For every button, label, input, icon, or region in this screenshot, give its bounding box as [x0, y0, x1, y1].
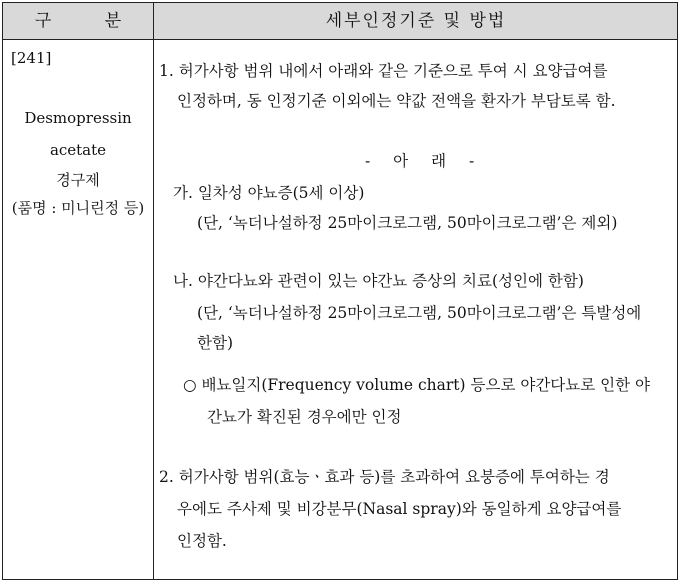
column-divider: [153, 3, 154, 579]
category-cell: [3, 41, 153, 579]
criteria-cell: [155, 41, 677, 579]
item-na-line1: 나. 야간다뇨와 관련이 있는 야간뇨 증상의 치료(성인에 한함): [173, 272, 584, 290]
item2-line2: 우에도 주사제 및 비강분무(Nasal spray)와 동일하게 요양급여를: [177, 500, 622, 518]
item1-line2: 인정하며, 동 인정기준 이외에는 약값 전액을 환자가 부담토록 함.: [177, 92, 616, 110]
item-ga-line1: 가. 일차성 야뇨증(5세 이상): [173, 184, 365, 202]
drug-code: [241]: [11, 49, 52, 67]
drug-brand: (품명 : 미니린정 등): [11, 199, 145, 217]
criteria-table: [2, 2, 678, 580]
below-title: - 아 래 -: [365, 152, 475, 170]
drug-name-line1: Desmopressin: [24, 109, 132, 127]
table-header-row: [3, 3, 677, 40]
item-na-line2: (단, ‘녹더나설하정 25마이크로그램, 50마이크로그램’은 특발성에: [197, 304, 642, 322]
header-category: 구 분: [34, 11, 146, 31]
header-criteria: 세부인정기준 및 방법: [325, 11, 507, 31]
bullet-line2: 간뇨가 확진된 경우에만 인정: [207, 408, 402, 426]
bullet-line1: ○ 배뇨일지(Frequency volume chart) 등으로 야간다뇨로 인한 야: [183, 376, 650, 394]
drug-form: 경구제: [56, 171, 100, 189]
item-na-line3: 한함): [197, 334, 233, 352]
item-ga-line2: (단, ‘녹더나설하정 25마이크로그램, 50마이크로그램’은 제외): [197, 214, 618, 232]
item2-line1: 2. 허가사항 범위(효능ㆍ효과 등)를 초과하여 요붕증에 투여하는 경: [159, 468, 610, 486]
item2-line3: 인정함.: [177, 532, 227, 550]
item1-line1: 1. 허가사항 범위 내에서 아래와 같은 기준으로 투여 시 요양급여를: [159, 62, 608, 80]
drug-name-line2: acetate: [49, 141, 107, 159]
